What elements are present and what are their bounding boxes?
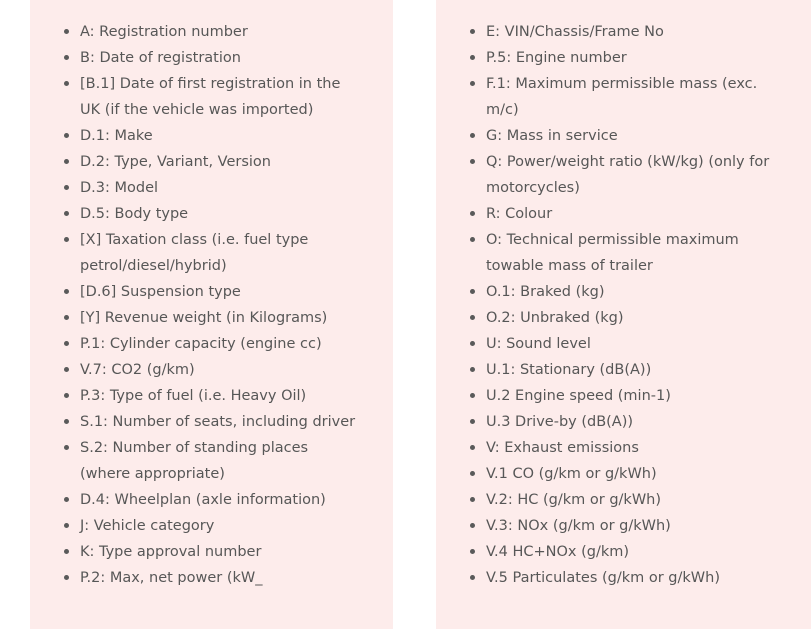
list-item-text: E: VIN/Chassis/Frame No: [486, 24, 664, 40]
list-item: [486, 123, 776, 149]
list-item-text: D.4: Wheelplan (axle information): [80, 492, 326, 508]
list-item: [80, 487, 360, 513]
bullet-icon: [64, 211, 69, 216]
bullet-icon: [470, 289, 475, 294]
bullet-icon: [470, 575, 475, 580]
bullet-icon: [64, 237, 69, 242]
list-item-text: J: Vehicle category: [80, 518, 215, 534]
list-item: [80, 513, 360, 539]
list-item: [80, 305, 360, 331]
list-item-text: U.3 Drive-by (dB(A)): [486, 414, 634, 430]
list-item-text: D.5: Body type: [80, 206, 189, 222]
list-item: [486, 331, 776, 357]
bullet-icon: [64, 393, 69, 398]
list-item: [80, 331, 360, 357]
list-item-text: D.2: Type, Variant, Version: [80, 154, 271, 170]
bullet-icon: [64, 497, 69, 502]
list-item-text: O.2: Unbraked (kg): [486, 310, 624, 326]
list-item-text: [D.6] Suspension type: [80, 284, 241, 300]
list-item: [486, 201, 776, 227]
list-item-text: P.2: Max, net power (kW_: [80, 570, 263, 586]
list-item: [80, 435, 360, 487]
bullet-icon: [470, 315, 475, 320]
list-item: [486, 487, 776, 513]
bullet-icon: [64, 367, 69, 372]
bullet-icon: [470, 523, 475, 528]
list-item: [80, 19, 360, 45]
bullet-icon: [64, 315, 69, 320]
bullet-icon: [470, 419, 475, 424]
list-item: [486, 461, 776, 487]
bullet-icon: [470, 55, 475, 60]
list-item: [80, 357, 360, 383]
list-item: [80, 383, 360, 409]
list-item-text: V.3: NOx (g/km or g/kWh): [486, 518, 671, 534]
list-item: [80, 149, 360, 175]
bullet-icon: [64, 575, 69, 580]
list-item: [80, 565, 360, 591]
bullet-icon: [64, 549, 69, 554]
list-item-text: V.4 HC+NOx (g/km): [486, 544, 630, 560]
bullet-icon: [470, 29, 475, 34]
list-item: [80, 123, 360, 149]
bullet-icon: [64, 159, 69, 164]
right-field-list: [486, 19, 776, 591]
left-column-panel: [30, 0, 393, 629]
list-item: [486, 71, 776, 123]
list-item-text: V.5 Particulates (g/km or g/kWh): [486, 570, 720, 586]
list-item-text: [Y] Revenue weight (in Kilograms): [80, 310, 328, 326]
bullet-icon: [470, 81, 475, 86]
list-item: [486, 357, 776, 383]
list-item-text: V.2: HC (g/km or g/kWh): [486, 492, 662, 508]
bullet-icon: [470, 393, 475, 398]
list-item-text: U.2 Engine speed (min-1): [486, 388, 671, 404]
bullet-icon: [64, 341, 69, 346]
list-item-text: K: Type approval number: [80, 544, 262, 560]
bullet-icon: [64, 419, 69, 424]
bullet-icon: [470, 159, 475, 164]
list-item-text: S.2: Number of standing places (where appropriate): [80, 440, 309, 482]
list-item-text: S.1: Number of seats, including driver: [80, 414, 356, 430]
list-item-text: R: Colour: [486, 206, 553, 222]
list-item: [486, 149, 776, 201]
list-item-text: U: Sound level: [486, 336, 591, 352]
list-item: [80, 409, 360, 435]
list-item: [486, 19, 776, 45]
list-item-text: Q: Power/weight ratio (kW/kg) (only for motorcycles): [486, 154, 770, 196]
bullet-icon: [64, 445, 69, 450]
list-item-text: D.1: Make: [80, 128, 153, 144]
bullet-icon: [470, 211, 475, 216]
list-item: [80, 71, 360, 123]
list-item: [486, 279, 776, 305]
list-item: [80, 201, 360, 227]
list-item-text: G: Mass in service: [486, 128, 618, 144]
list-item-text: V.7: CO2 (g/km): [80, 362, 195, 378]
list-item-text: V.1 CO (g/km or g/kWh): [486, 466, 657, 482]
list-item: [80, 539, 360, 565]
list-item: [486, 565, 776, 591]
list-item-text: [X] Taxation class (i.e. fuel type petrol/diesel/hybrid): [80, 232, 309, 274]
list-item: [80, 175, 360, 201]
list-item-text: [B.1] Date of first registration in the UK (if the vehicle was imported): [80, 76, 341, 118]
list-item: [486, 45, 776, 71]
list-item-text: A: Registration number: [80, 24, 248, 40]
bullet-icon: [470, 549, 475, 554]
bullet-icon: [64, 55, 69, 60]
bullet-icon: [470, 341, 475, 346]
list-item: [486, 435, 776, 461]
list-item-text: D.3: Model: [80, 180, 159, 196]
list-item-text: V: Exhaust emissions: [486, 440, 639, 456]
list-item-text: P.5: Engine number: [486, 50, 627, 66]
list-item: [80, 279, 360, 305]
list-item: [486, 513, 776, 539]
bullet-icon: [64, 289, 69, 294]
list-item-text: P.3: Type of fuel (i.e. Heavy Oil): [80, 388, 307, 404]
list-item-text: F.1: Maximum permissible mass (exc. m/c): [486, 76, 758, 118]
right-column-panel: [436, 0, 811, 629]
bullet-icon: [64, 81, 69, 86]
bullet-icon: [470, 367, 475, 372]
bullet-icon: [64, 185, 69, 190]
bullet-icon: [64, 133, 69, 138]
bullet-icon: [470, 497, 475, 502]
list-item-text: O.1: Braked (kg): [486, 284, 605, 300]
bullet-icon: [470, 133, 475, 138]
list-item: [486, 305, 776, 331]
bullet-icon: [64, 29, 69, 34]
list-item: [486, 227, 776, 279]
left-field-list: [80, 19, 360, 591]
list-item: [80, 45, 360, 71]
list-item: [80, 227, 360, 279]
bullet-icon: [470, 445, 475, 450]
bullet-icon: [470, 471, 475, 476]
list-item-text: O: Technical permissible maximum towable mass of trailer: [486, 232, 739, 274]
list-item-text: U.1: Stationary (dB(A)): [486, 362, 652, 378]
bullet-icon: [470, 237, 475, 242]
list-item: [486, 539, 776, 565]
list-item: [486, 409, 776, 435]
bullet-icon: [64, 523, 69, 528]
list-item-text: P.1: Cylinder capacity (engine cc): [80, 336, 322, 352]
list-item: [486, 383, 776, 409]
list-item-text: B: Date of registration: [80, 50, 241, 66]
